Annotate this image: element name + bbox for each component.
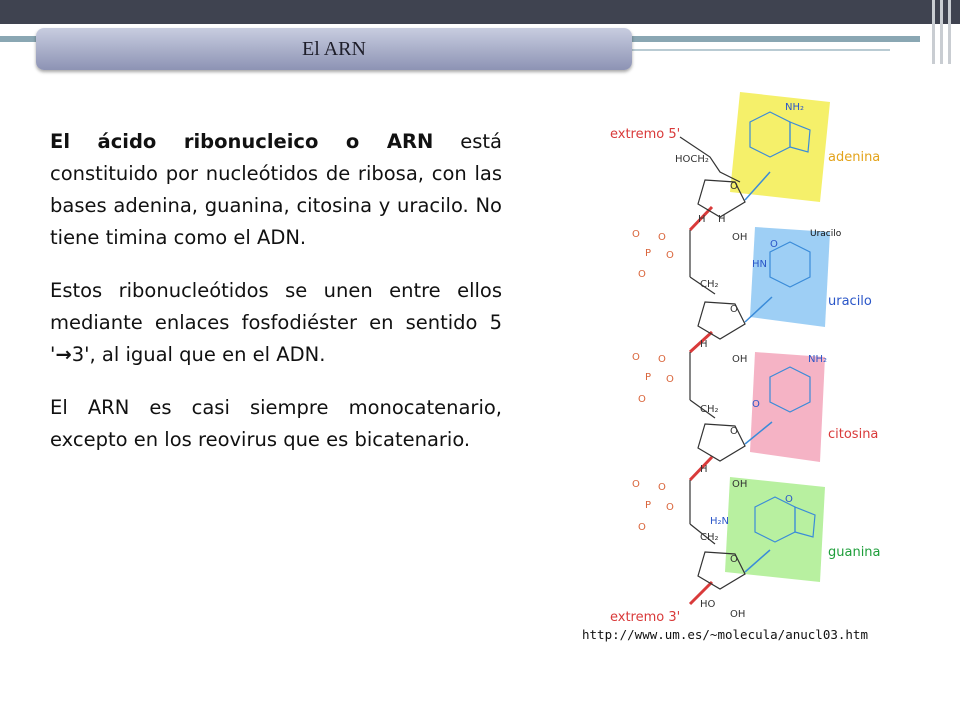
svg-text:O: O <box>658 482 666 493</box>
decor-vline <box>932 0 935 64</box>
decor-stripe-right-thin <box>620 49 890 51</box>
svg-text:O: O <box>666 374 674 385</box>
svg-text:O: O <box>638 394 646 405</box>
svg-text:NH₂: NH₂ <box>808 354 828 365</box>
svg-text:OH: OH <box>732 232 748 243</box>
svg-text:H: H <box>700 464 708 475</box>
decor-stripe-right <box>620 36 920 42</box>
uracilo-header: Uracilo <box>810 229 842 239</box>
svg-text:OH: OH <box>732 479 748 490</box>
citosina-label: citosina <box>828 427 879 442</box>
svg-text:HO: HO <box>700 599 716 610</box>
svg-text:H: H <box>718 214 726 225</box>
end-5-label: extremo 5' <box>610 127 681 142</box>
adenina-highlight <box>730 92 830 202</box>
svg-text:O: O <box>666 250 674 261</box>
end-3-label: extremo 3' <box>610 610 681 625</box>
paragraph-1 <box>50 126 502 254</box>
svg-text:P: P <box>645 248 652 259</box>
svg-text:CH₂: CH₂ <box>700 532 719 543</box>
svg-text:H₂N: H₂N <box>710 516 730 527</box>
adenina-label: adenina <box>828 150 881 165</box>
top-bar <box>0 0 960 24</box>
figure-caption: http://www.um.es/~molecula/anucl03.htm <box>582 627 868 642</box>
decor-vline <box>940 0 943 64</box>
svg-text:O: O <box>638 522 646 533</box>
svg-text:NH₂: NH₂ <box>785 102 805 113</box>
paragraph-1-bold: El ácido ribonucleico o ARN <box>50 130 434 153</box>
svg-text:CH₂: CH₂ <box>700 279 719 290</box>
decor-vline <box>948 0 951 64</box>
svg-text:HN: HN <box>752 259 767 270</box>
svg-text:P: P <box>645 500 652 511</box>
paragraph-1-text: está constituido por nucleótidos de ribosa, con las bases adenina, guanina, citosina y uracilo. No tiene timina como el ADN. <box>50 130 503 249</box>
svg-text:O: O <box>638 269 646 280</box>
svg-text:O: O <box>632 352 640 363</box>
svg-text:O: O <box>752 399 760 410</box>
svg-text:OH: OH <box>730 609 746 620</box>
svg-text:P: P <box>645 372 652 383</box>
rna-structure-figure <box>580 62 900 652</box>
guanina-highlight <box>725 477 825 582</box>
svg-text:HOCH₂: HOCH₂ <box>675 154 709 165</box>
uracilo-label: uracilo <box>828 294 872 309</box>
svg-text:O: O <box>730 304 738 315</box>
svg-text:O: O <box>785 494 793 505</box>
slide-title: El ARN <box>302 37 366 60</box>
guanina-label: guanina <box>828 545 881 560</box>
slide-body <box>50 126 502 477</box>
svg-text:OH: OH <box>732 354 748 365</box>
svg-text:O: O <box>658 354 666 365</box>
svg-text:CH₂: CH₂ <box>700 404 719 415</box>
svg-text:H: H <box>698 214 706 225</box>
right-arrow-icon: → <box>55 343 72 366</box>
paragraph-3: El ARN es casi siempre monocatenario, excepto en los reovirus que es bicatenario. <box>50 396 502 451</box>
svg-text:O: O <box>632 479 640 490</box>
svg-text:H: H <box>700 339 708 350</box>
svg-text:O: O <box>658 232 666 243</box>
svg-text:O: O <box>632 229 640 240</box>
svg-text:O: O <box>730 181 738 192</box>
svg-text:O: O <box>770 239 778 250</box>
paragraph-2-text-b: 3', al igual que en el ADN. <box>71 343 326 366</box>
svg-text:O: O <box>666 502 674 513</box>
title-banner <box>36 28 632 70</box>
paragraph-2-text-a: Estos ribonucleótidos se unen entre ellos mediante enlaces fosfodiéster en sentido 5 ' <box>50 279 502 366</box>
svg-text:O: O <box>730 426 738 437</box>
paragraph-2 <box>50 275 502 371</box>
svg-text:O: O <box>730 554 738 565</box>
